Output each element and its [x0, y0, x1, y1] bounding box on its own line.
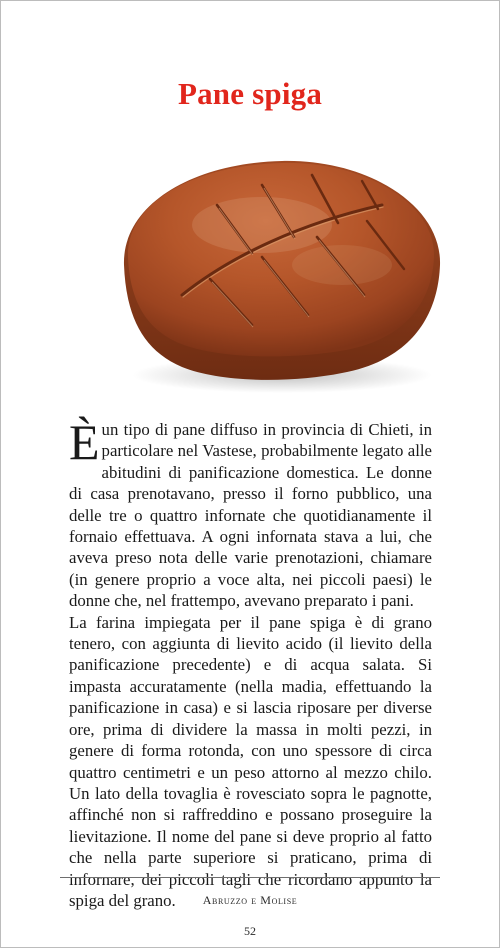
article-body	[69, 414, 432, 911]
footer-rule	[60, 877, 440, 878]
bread-loaf-image	[112, 145, 448, 400]
page-title: Pane spiga	[177, 76, 323, 111]
paragraph-1	[69, 414, 432, 612]
page-number: 52	[244, 924, 256, 938]
running-head: Abruzzo e Molise	[202, 893, 298, 907]
paragraph-1-text: un tipo di pane diffuso in provincia di Chieti, in particolare nel Vastese, probabilmente legato alle abitudini di panificazione domestica. Le donne di casa prenotavano, presso il forno pubblico, una delle tre o quattro infornate che quotidianamente il fornaio effettuava. A ogni infornata stava a lui, che aveva preso nota delle varie prenotazioni, chiamare (in genere proprio a voce alta, nei piccoli paesi) le donne che, nel frattempo, avevano preparato i pani.	[69, 420, 432, 611]
drop-cap: È	[69, 414, 100, 470]
paragraph-2: La farina impiegata per il pane spiga è di grano tenero, con aggiunta di lievito acido (il lievito della panificazione precedente) e di acqua salata. Si impasta accuratamente (nella madia, effettuando la panificazione in casa) e si lascia riposare per diverse ore, prima di dividere la massa in molti pezzi, in genere di forma rotonda, con uno spessore di circa quattro centimetri e un peso attorno al mezzo chilo. Un lato della tovaglia è rovesciato sopra le pagnotte, affinché non si raffreddino e possano proseguire la lievitazione. Il nome del pane si deve proprio al fatto che nella parte superiore si praticano, prima di infornare, dei piccoli tagli che ricordano appunto la spiga del grano.	[69, 612, 432, 910]
